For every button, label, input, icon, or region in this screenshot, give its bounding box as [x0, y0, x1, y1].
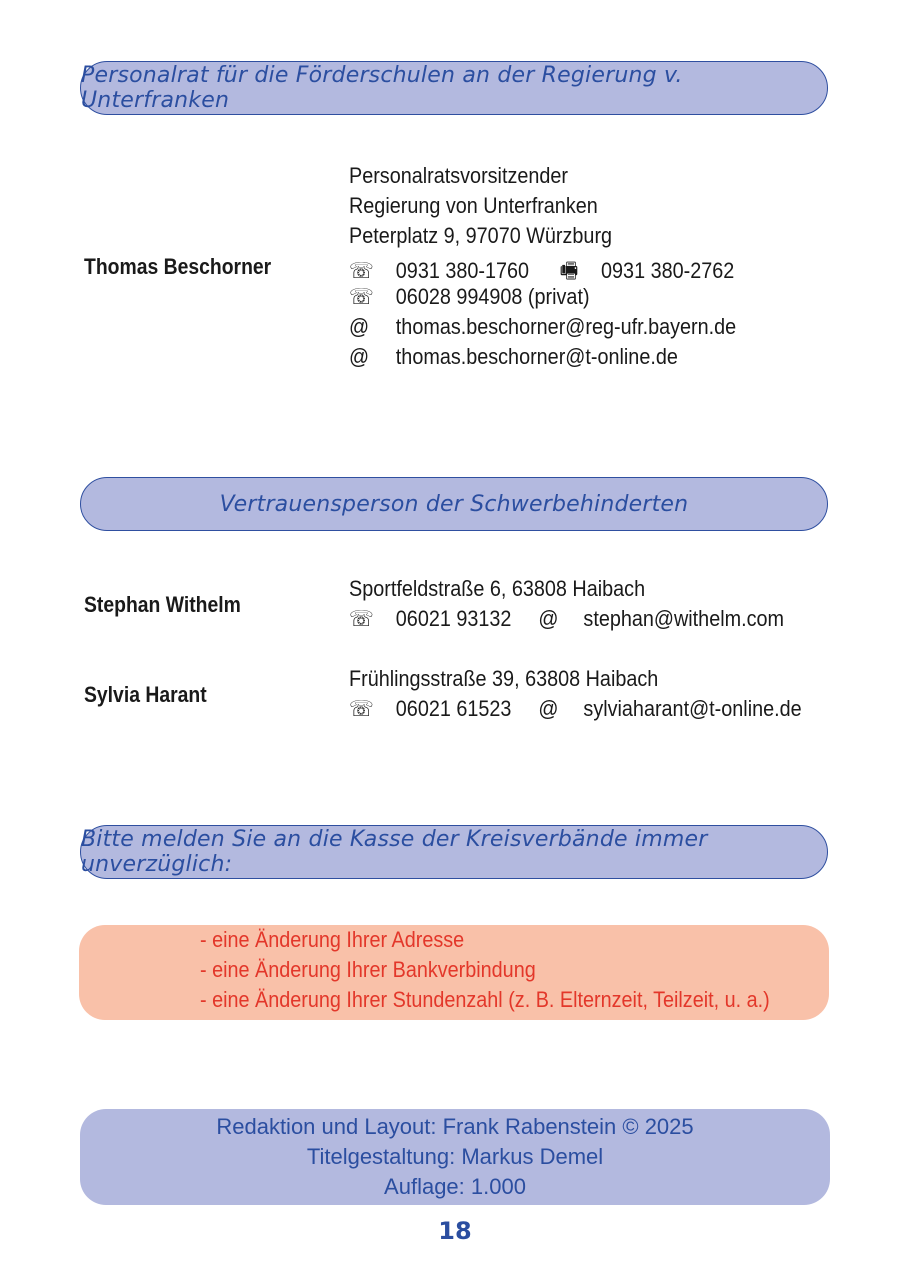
- section-title: Bitte melden Sie an die Kasse der Kreisverbände immer unverzüglich:: [81, 827, 708, 877]
- phone-icon: ☏: [349, 284, 374, 309]
- role-text: Personalratsvorsitzender: [349, 163, 569, 188]
- phone-number-private: 06028 994908 (privat): [395, 284, 590, 309]
- org-text: Regierung von Unterfranken: [349, 193, 598, 218]
- address-text: Frühlingsstraße 39, 63808 Haibach: [349, 666, 659, 691]
- email-line: [349, 344, 678, 370]
- phone-number: 0931 380-1760: [395, 258, 530, 283]
- at-icon: @: [538, 606, 559, 631]
- phone-icon: ☏: [349, 606, 374, 631]
- section-title: Personalrat für die Förderschulen an der Regierung v. Unterfranken: [81, 63, 683, 113]
- email-link[interactable]: sylviaharant@t-online.de: [583, 696, 802, 721]
- address-text: Peterplatz 9, 97070 Würzburg: [349, 223, 613, 248]
- section-banner-vertrauen: [80, 477, 828, 531]
- person-name: Stephan Withelm: [84, 592, 241, 617]
- phone-icon: ☏: [349, 258, 374, 283]
- credits-line: Auflage: 1.000: [384, 1174, 526, 1199]
- section-banner-kasse: [80, 825, 828, 879]
- credits-line: Redaktion und Layout: Frank Rabenstein © 2025: [216, 1114, 694, 1139]
- at-icon: @: [349, 314, 370, 339]
- phone-number: 06021 93132: [395, 606, 512, 631]
- page-number: 18: [438, 1217, 472, 1245]
- at-icon: @: [349, 344, 370, 369]
- email-link[interactable]: thomas.beschorner@t-online.de: [395, 344, 678, 369]
- notice-item: - eine Änderung Ihrer Adresse: [200, 927, 465, 952]
- contact-line: [349, 606, 784, 632]
- email-link[interactable]: stephan@withelm.com: [583, 606, 785, 631]
- phone-number: 06021 61523: [395, 696, 512, 721]
- notice-item: - eine Änderung Ihrer Bankverbindung: [200, 957, 536, 982]
- email-line: [349, 314, 736, 340]
- contact-line: [349, 696, 802, 722]
- at-icon: @: [538, 696, 559, 721]
- notice-item: - eine Änderung Ihrer Stundenzahl (z. B. Elternzeit, Teilzeit, u. a.): [200, 987, 770, 1012]
- phone-icon: ☏: [349, 696, 374, 721]
- fax-icon: 🖷: [559, 258, 579, 283]
- person-name: Sylvia Harant: [84, 682, 207, 707]
- credits-line: Titelgestaltung: Markus Demel: [306, 1144, 604, 1169]
- email-link[interactable]: thomas.beschorner@reg-ufr.bayern.de: [395, 314, 737, 339]
- address-text: Sportfeldstraße 6, 63808 Haibach: [349, 576, 646, 601]
- section-banner-personalrat: [80, 61, 828, 115]
- section-title: Vertrauensperson der Schwerbehinderten: [219, 491, 689, 517]
- person-name: Thomas Beschorner: [84, 254, 272, 279]
- fax-number: 0931 380-2762: [601, 258, 735, 283]
- phone-private-line: [349, 284, 590, 310]
